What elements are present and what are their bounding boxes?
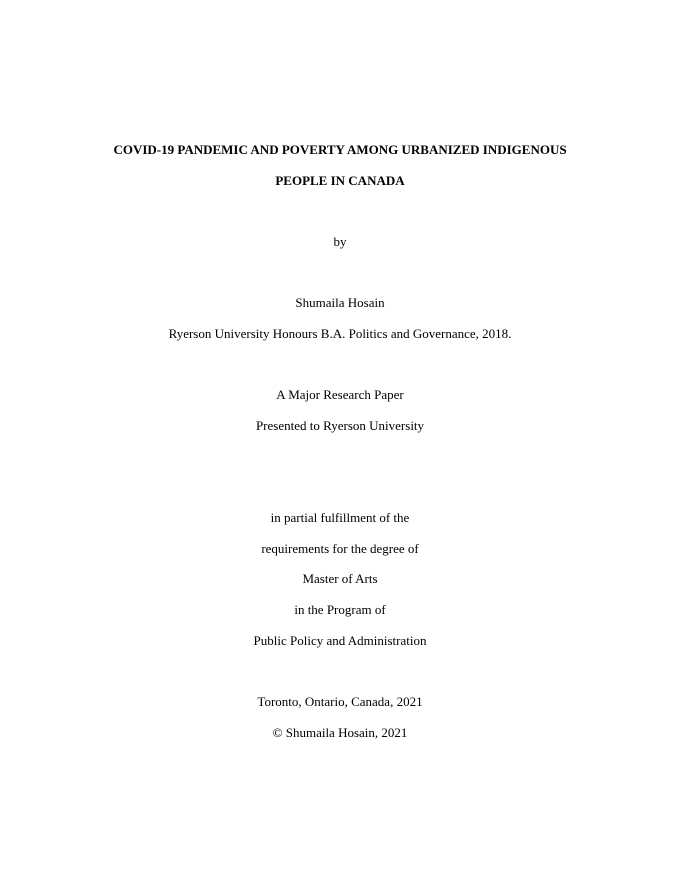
degree-name: Master of Arts xyxy=(302,571,378,586)
fulfillment-line-4: in the Program of xyxy=(294,602,386,617)
program-name: Public Policy and Administration xyxy=(253,633,427,648)
thesis-title-line-1: COVID-19 PANDEMIC AND POVERTY AMONG URBANIZED INDIGENOUS xyxy=(113,142,567,157)
paper-type: A Major Research Paper xyxy=(276,387,404,402)
fulfillment-line-1: in partial fulfillment of the xyxy=(270,510,410,525)
fulfillment-line-2: requirements for the degree of xyxy=(261,541,419,556)
by-label: by xyxy=(333,234,347,249)
author-credential: Ryerson University Honours B.A. Politics and Governance, 2018. xyxy=(168,326,512,341)
place-and-year: Toronto, Ontario, Canada, 2021 xyxy=(257,694,423,709)
author-name: Shumaila Hosain xyxy=(295,295,385,310)
copyright-notice: © Shumaila Hosain, 2021 xyxy=(272,725,408,740)
thesis-title-line-2: PEOPLE IN CANADA xyxy=(275,173,405,188)
presented-to: Presented to Ryerson University xyxy=(255,418,425,433)
